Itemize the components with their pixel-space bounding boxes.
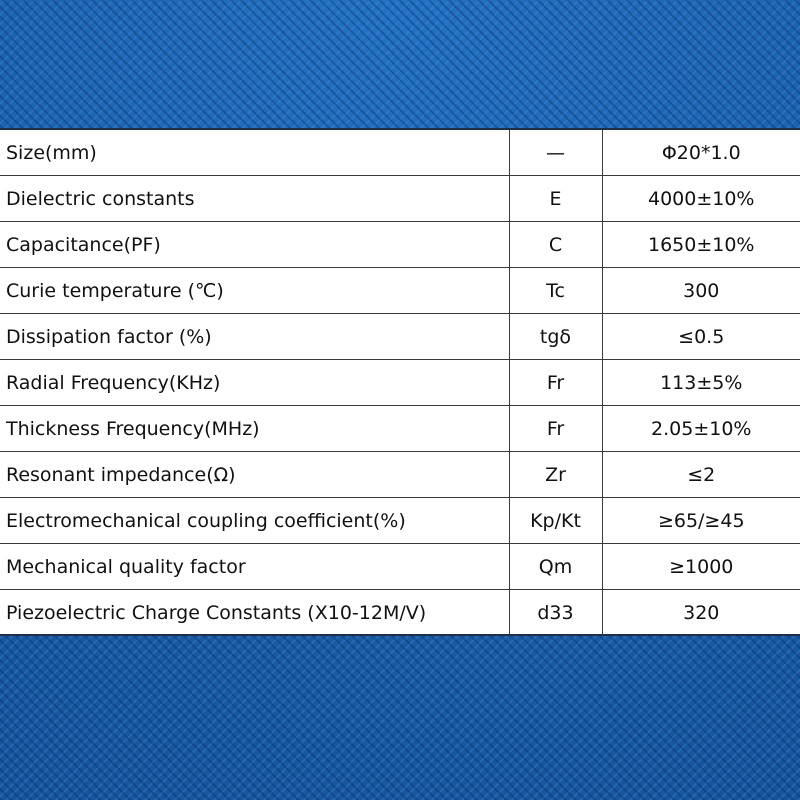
table-row (0, 268, 800, 314)
table-row (0, 176, 800, 222)
table-row (0, 452, 800, 498)
symbol-cell: Kp/Kt (509, 498, 602, 544)
table-row (0, 406, 800, 452)
symbol-cell: d33 (509, 590, 602, 636)
value-cell: ≥65/≥45 (602, 498, 800, 544)
table-row (0, 590, 800, 636)
parameter-cell: Dissipation factor (%) (0, 314, 509, 360)
parameter-cell: Curie temperature (℃) (0, 268, 509, 314)
table-row (0, 498, 800, 544)
symbol-cell: Fr (509, 406, 602, 452)
symbol-cell: Zr (509, 452, 602, 498)
parameter-cell: Piezoelectric Charge Constants (X10-12M/V) (0, 590, 509, 636)
value-cell: 113±5% (602, 360, 800, 406)
parameter-cell: Size(mm) (0, 130, 509, 176)
value-cell: 1650±10% (602, 222, 800, 268)
parameter-cell: Radial Frequency(KHz) (0, 360, 509, 406)
symbol-cell: Fr (509, 360, 602, 406)
value-cell: 2.05±10% (602, 406, 800, 452)
parameter-cell: Thickness Frequency(MHz) (0, 406, 509, 452)
spec-table (0, 130, 800, 635)
symbol-cell: — (509, 130, 602, 176)
value-cell: 300 (602, 268, 800, 314)
value-cell: ≤2 (602, 452, 800, 498)
value-cell: ≥1000 (602, 544, 800, 590)
table-row (0, 222, 800, 268)
symbol-cell: tgδ (509, 314, 602, 360)
symbol-cell: C (509, 222, 602, 268)
table-row (0, 360, 800, 406)
symbol-cell: Tc (509, 268, 602, 314)
symbol-cell: Qm (509, 544, 602, 590)
value-cell: 320 (602, 590, 800, 636)
parameter-cell: Mechanical quality factor (0, 544, 509, 590)
spec-table-panel (0, 128, 800, 636)
table-row (0, 130, 800, 176)
parameter-cell: Dielectric constants (0, 176, 509, 222)
value-cell: ≤0.5 (602, 314, 800, 360)
value-cell: Φ20*1.0 (602, 130, 800, 176)
value-cell: 4000±10% (602, 176, 800, 222)
table-row (0, 314, 800, 360)
symbol-cell: E (509, 176, 602, 222)
parameter-cell: Capacitance(PF) (0, 222, 509, 268)
parameter-cell: Electromechanical coupling coefficient(%) (0, 498, 509, 544)
table-row (0, 544, 800, 590)
parameter-cell: Resonant impedance(Ω) (0, 452, 509, 498)
